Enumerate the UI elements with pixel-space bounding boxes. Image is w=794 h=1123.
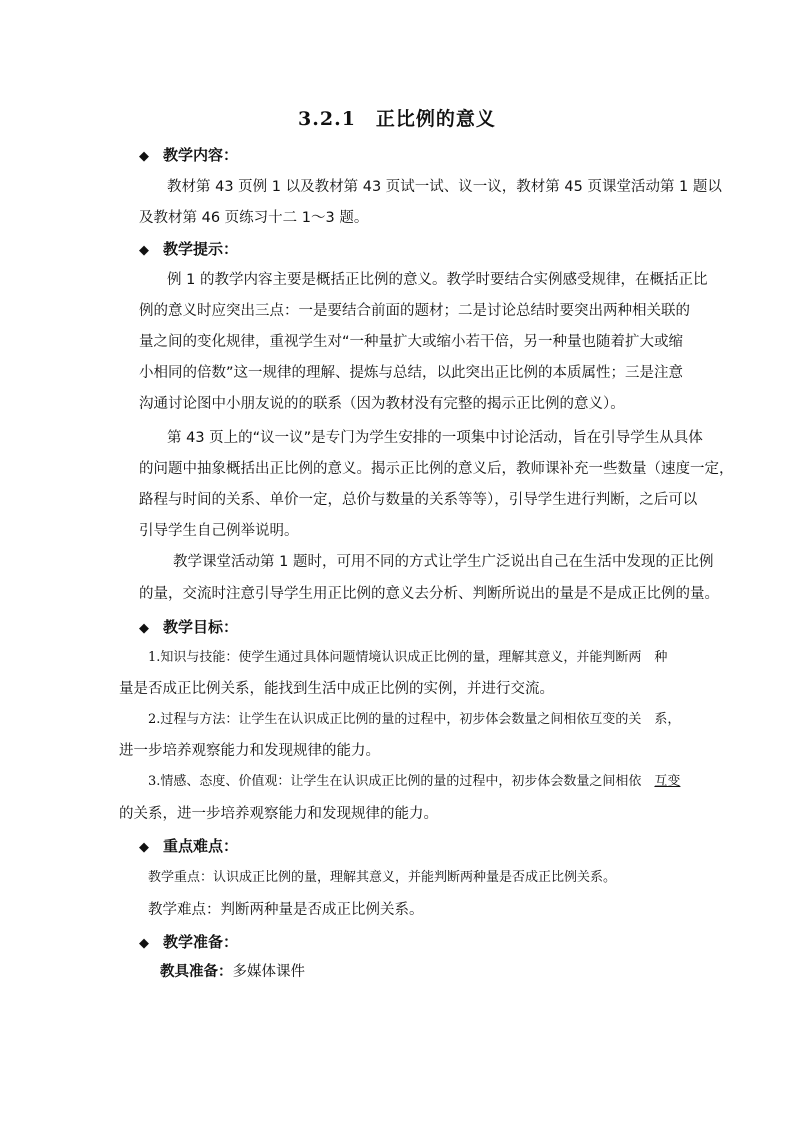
- diamond-bullet-icon: ◆: [139, 149, 149, 164]
- tips-line-9: 引导学生自己例举说明。: [139, 523, 299, 539]
- content-line-2: 及教材第 46 页练习十二 1～3 题。: [139, 210, 369, 226]
- tips-line-4: 小相同的倍数”这一规律的理解、提炼与总结，以此突出正比例的本质属性；三是注意: [139, 365, 684, 381]
- tips-line-5: 沟通讨论图中小朋友说的的联系（因为教材没有完整的揭示正比例的意义）。: [139, 396, 625, 412]
- tips-line-6: 第 43 页上的“议一议”是专门为学生安排的一项集中讨论活动，旨在引导学生从具体: [167, 430, 703, 446]
- tips-line-10: 教学课堂活动第 1 题时，可用不同的方式让学生广泛说出自己在生活中发现的正比例: [173, 554, 714, 570]
- goal-3-line-1: 3.情感、态度、价值观：让学生在认识成正比例的量的过程中，初步体会数量之间相依 互变: [148, 774, 681, 789]
- goal-2-line-2: 进一步培养观察能力和发现规律的能力。: [119, 743, 380, 759]
- tips-line-7: 的问题中抽象概括出正比例的意义。揭示正比例的意义后，教师课补充一些数量（速度一定，: [139, 461, 734, 477]
- page-title: 3.2.1 正比例的意义: [298, 108, 496, 130]
- goal-1-line-1: 1.知识与技能：使学生通过具体问题情境认识成正比例的量，理解其意义，并能判断两 种: [148, 650, 668, 665]
- tips-line-3: 量之间的变化规律，重视学生对“一种量扩大或缩小若干倍，另一种量也随着扩大或缩: [139, 334, 684, 350]
- tips-line-2: 例的意义时应突出三点：一是要结合前面的题材；二是讨论总结时要突出两种相关联的: [139, 303, 690, 319]
- diamond-bullet-icon: ◆: [139, 936, 149, 951]
- prep-label: 教具准备：: [160, 964, 233, 980]
- diamond-bullet-icon: ◆: [139, 243, 149, 258]
- section-heading-key: ◆ 重点难点：: [139, 836, 238, 858]
- prep-line: [160, 962, 305, 982]
- tips-line-8: 路程与时间的关系、单价一定，总价与数量的关系等等），引导学生进行判断，之后可以: [139, 492, 698, 508]
- tips-line-11: 的量，交流时注意引导学生用正比例的意义去分析、判断所说出的量是不是成正比例的量。: [139, 586, 719, 602]
- tips-line-1: 例 1 的教学内容主要是概括正比例的意义。教学时要结合实例感受规律，在概括正比: [167, 272, 708, 288]
- underlined-text: 互变: [654, 774, 681, 789]
- section-heading-tips: ◆ 教学提示：: [139, 239, 238, 261]
- prep-value: 多媒体课件: [232, 964, 305, 980]
- section-heading-prep: ◆ 教学准备：: [139, 932, 238, 954]
- goal-2-line-1: 2.过程与方法：让学生在认识成正比例的量的过程中，初步体会数量之间相依互变的关 系，: [148, 712, 681, 727]
- section-heading-content: ◆ 教学内容：: [139, 145, 238, 167]
- diamond-bullet-icon: ◆: [139, 621, 149, 636]
- goal-1-line-2: 量是否成正比例关系，能找到生活中成正比例的实例，并进行交流。: [119, 681, 554, 697]
- diamond-bullet-icon: ◆: [139, 840, 149, 855]
- content-line-1: 教材第 43 页例 1 以及教材第 43 页试一试、议一议，教材第 45 页课堂活动第 1 题以: [167, 179, 722, 195]
- section-heading-goals: ◆ 教学目标：: [139, 617, 238, 639]
- key-point-line: 教学重点：认识成正比例的量，理解其意义，并能判断两种量是否成正比例关系。: [148, 870, 617, 885]
- goal-3-line-2: 的关系，进一步培养观察能力和发现规律的能力。: [119, 806, 438, 822]
- difficulty-line: 教学难点：判断两种量是否成正比例关系。: [148, 902, 424, 918]
